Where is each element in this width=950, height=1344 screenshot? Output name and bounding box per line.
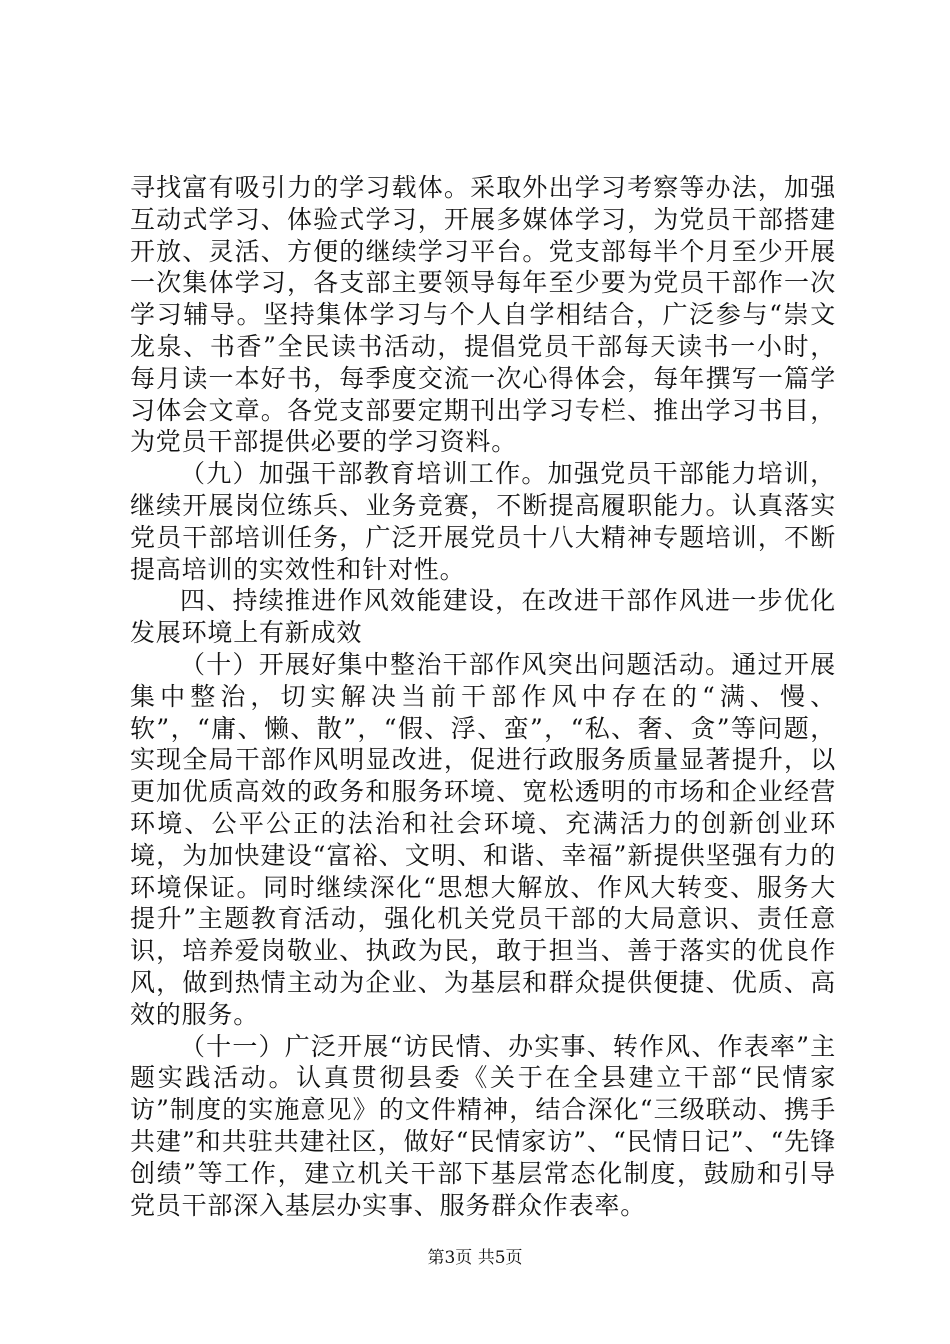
page-number-footer: 第3页 共5页 (427, 1248, 523, 1268)
document-body (130, 172, 836, 1221)
paragraph-item-10-rectification: （十）开展好集中整治干部作风突出问题活动。通过开展集中整治，切实解决当前干部作风中存在的“满、慢、软”，“庸、懒、散”，“假、浮、蛮”，“私、奢、贪”等问题，实现全局干部作风明显改进，促进行政服务质量显著提升，以更加优质高效的政务和服务环境、宽松透明的市场和企业经营环境、公平公正的法治和社会环境、充满活力的创新创业环境，为加快建设“富裕、文明、和谐、幸福”新提供坚强有力的环境保证。同时继续深化“思想大解放、作风大转变、服务大提升”主题教育活动，强化机关党员干部的大局意识、责任意识，培养爱岗敬业、执政为民，敢于担当、善于落实的优良作风，做到热情主动为企业、为基层和群众提供便捷、优质、高效的服务。 (130, 649, 836, 1029)
paragraph-study-carriers: 寻找富有吸引力的学习载体。采取外出学习考察等办法，加强互动式学习、体验式学习，开展多媒体学习，为党员干部搭建开放、灵活、方便的继续学习平台。党支部每半个月至少开展一次集体学习，各支部主要领导每年至少要为党员干部作一次学习辅导。坚持集体学习与个人自学相结合，广泛参与“崇文龙泉、书香”全民读书活动，提倡党员干部每天读书一小时，每月读一本好书，每季度交流一次心得体会，每年撰写一篇学习体会文章。各党支部要定期刊出学习专栏、推出学习书目，为党员干部提供必要的学习资料。 (130, 173, 836, 457)
paragraph-item-9-training: （九）加强干部教育培训工作。加强党员干部能力培训，继续开展岗位练兵、业务竞赛，不断提高履职能力。认真落实党员干部培训任务，广泛开展党员十八大精神专题培训，不断提高培训的实效性和针对性。 (130, 459, 836, 584)
paragraph-item-11-practice: （十一）广泛开展“访民情、办实事、转作风、作表率”主题实践活动。认真贯彻县委《关于在全县建立干部“民情家访”制度的实施意见》的文件精神，结合深化“三级联动、携手共建”和共驻共建社区，做好“民情家访”、“民情日记”、“先锋创绩”等工作，建立机关干部下基层常态化制度，鼓励和引导党员干部深入基层办实事、服务群众作表率。 (130, 1031, 836, 1220)
section-heading-4: 四、持续推进作风效能建设，在改进干部作风进一步优化发展环境上有新成效 (130, 586, 836, 648)
